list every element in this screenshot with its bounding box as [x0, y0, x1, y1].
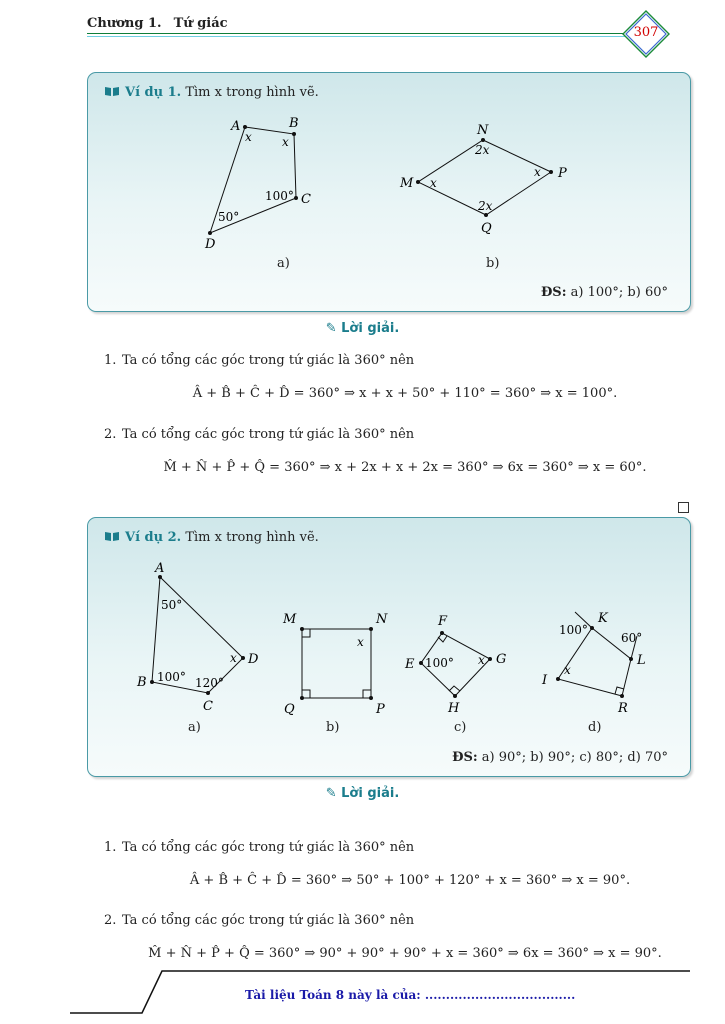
- book-icon: [104, 531, 120, 542]
- item-text: Ta có tổng các góc trong tứ giác là 360° nên: [122, 427, 415, 442]
- example-2-figure-b: [278, 606, 388, 716]
- example-1-caption-b: b): [486, 256, 500, 271]
- label-f: F: [438, 614, 448, 629]
- example-2-figure-d: [533, 600, 663, 720]
- pencil-icon: ✎: [325, 786, 337, 801]
- angle-p: x: [534, 165, 541, 179]
- example-1-box: [87, 72, 691, 312]
- example-2-caption-d: d): [588, 720, 602, 735]
- example-2-title: [104, 530, 319, 545]
- label-r: R: [618, 701, 628, 716]
- label-i: I: [542, 673, 548, 688]
- answer-value: a) 100°; b) 60°: [570, 285, 668, 300]
- item-text: Ta có tổng các góc trong tứ giác là 360° nên: [122, 840, 415, 855]
- example-2-prompt: Tìm x trong hình vẽ.: [185, 530, 319, 545]
- angle-l: 60°: [621, 631, 643, 645]
- angle-m: x: [430, 176, 437, 190]
- label-a: A: [231, 119, 241, 134]
- label-n: N: [477, 123, 489, 138]
- angle-a: 50°: [161, 598, 183, 612]
- angle-c: 100°: [265, 189, 294, 203]
- angle-q: 2x: [478, 199, 493, 213]
- solution-2-item-2: [104, 913, 414, 928]
- item-text: Ta có tổng các góc trong tứ giác là 360° nên: [122, 353, 415, 368]
- angle-b: 100°: [157, 670, 186, 684]
- example-1-figure-b: [393, 118, 593, 248]
- chapter-number: Chương 1.: [87, 16, 162, 31]
- solution-2-heading: [0, 786, 725, 801]
- angle-d: x: [230, 651, 237, 665]
- label-g: G: [496, 652, 507, 667]
- label-q: Q: [284, 702, 295, 716]
- item-number: 2.: [104, 427, 117, 442]
- example-1-label: Ví dụ 1.: [125, 85, 182, 100]
- example-2-caption-c: c): [454, 720, 467, 735]
- item-number: 2.: [104, 913, 117, 928]
- example-1-answer: [541, 285, 668, 300]
- label-k: K: [598, 611, 608, 626]
- answer-value: a) 90°; b) 90°; c) 80°; d) 70°: [481, 750, 668, 765]
- solution-2-heading-text: Lời giải.: [341, 786, 400, 801]
- footer-text: Tài liệu Toán 8 này là của: ....................................: [245, 988, 576, 1002]
- angle-c: 120°: [195, 676, 224, 690]
- example-1-figure-a: [188, 113, 348, 293]
- solution-1-equation-2: M̂ + N̂ + P̂ + Q̂ = 360° ⇒ x + 2x + x + 2x = 360° ⇒ 6x = 360° ⇒ x = 60°.: [163, 460, 647, 475]
- answer-label: ĐS:: [540, 285, 567, 300]
- label-a: A: [155, 561, 165, 576]
- label-p: P: [558, 166, 567, 181]
- angle-g: x: [478, 653, 485, 667]
- example-2-answer: [452, 750, 668, 765]
- example-2-figure-c: [398, 606, 518, 721]
- label-n: N: [376, 612, 388, 627]
- example-2-caption-a: a): [188, 720, 201, 735]
- example-1-prompt: Tìm x trong hình vẽ.: [185, 85, 319, 100]
- page-number: 307: [633, 25, 659, 40]
- angle-k: 100°: [559, 623, 588, 637]
- qed-square: [678, 502, 689, 513]
- angle-a: x: [245, 130, 252, 144]
- label-q: Q: [481, 221, 492, 236]
- example-2-figure-a: [133, 560, 273, 720]
- item-text: Ta có tổng các góc trong tứ giác là 360° nên: [122, 913, 415, 928]
- answer-label: ĐS:: [452, 750, 478, 765]
- label-b: B: [289, 116, 299, 131]
- label-d: D: [205, 237, 216, 252]
- item-number: 1.: [104, 353, 117, 368]
- example-2-box: [87, 517, 691, 777]
- label-e: E: [405, 657, 415, 672]
- example-1-caption-a: a): [277, 256, 290, 271]
- label-p: P: [376, 702, 385, 716]
- angle-b: x: [282, 135, 289, 149]
- solution-1-item-1: [104, 353, 414, 368]
- book-icon: [104, 86, 120, 97]
- chapter-header: [87, 16, 228, 31]
- label-h: H: [448, 701, 460, 716]
- solution-2-equation-2: M̂ + N̂ + P̂ + Q̂ = 360° ⇒ 90° + 90° + 90° + x = 360° ⇒ 6x = 360° ⇒ x = 90°.: [148, 946, 662, 961]
- header-rule-accent: [87, 36, 635, 37]
- chapter-title: Tứ giác: [173, 16, 228, 31]
- label-m: M: [283, 612, 297, 627]
- label-c: C: [301, 192, 311, 207]
- solution-1-equation-1: Â + B̂ + Ĉ + D̂ = 360° ⇒ x + x + 50° + 110° = 360° ⇒ x = 100°.: [192, 386, 618, 401]
- label-b: B: [137, 675, 147, 690]
- example-1-title: [104, 85, 319, 100]
- solution-2-equation-1: Â + B̂ + Ĉ + D̂ = 360° ⇒ 50° + 100° + 120° + x = 360° ⇒ x = 90°.: [189, 873, 631, 888]
- angle-d: 50°: [218, 210, 240, 224]
- label-c: C: [203, 699, 213, 714]
- label-l: L: [637, 653, 646, 668]
- header-rule: [87, 33, 635, 34]
- solution-1-item-2: [104, 427, 414, 442]
- label-d: D: [248, 652, 259, 667]
- solution-2-item-1: [104, 840, 414, 855]
- solution-1-heading: [0, 321, 725, 336]
- angle-n: x: [357, 635, 364, 649]
- angle-n: 2x: [475, 143, 490, 157]
- example-2-label: Ví dụ 2.: [125, 530, 182, 545]
- label-m: M: [400, 176, 414, 191]
- item-number: 1.: [104, 840, 117, 855]
- example-2-caption-b: b): [326, 720, 340, 735]
- angle-e: 100°: [425, 656, 454, 670]
- angle-i: x: [564, 663, 571, 677]
- solution-1-heading-text: Lời giải.: [341, 321, 400, 336]
- pencil-icon: ✎: [325, 321, 337, 336]
